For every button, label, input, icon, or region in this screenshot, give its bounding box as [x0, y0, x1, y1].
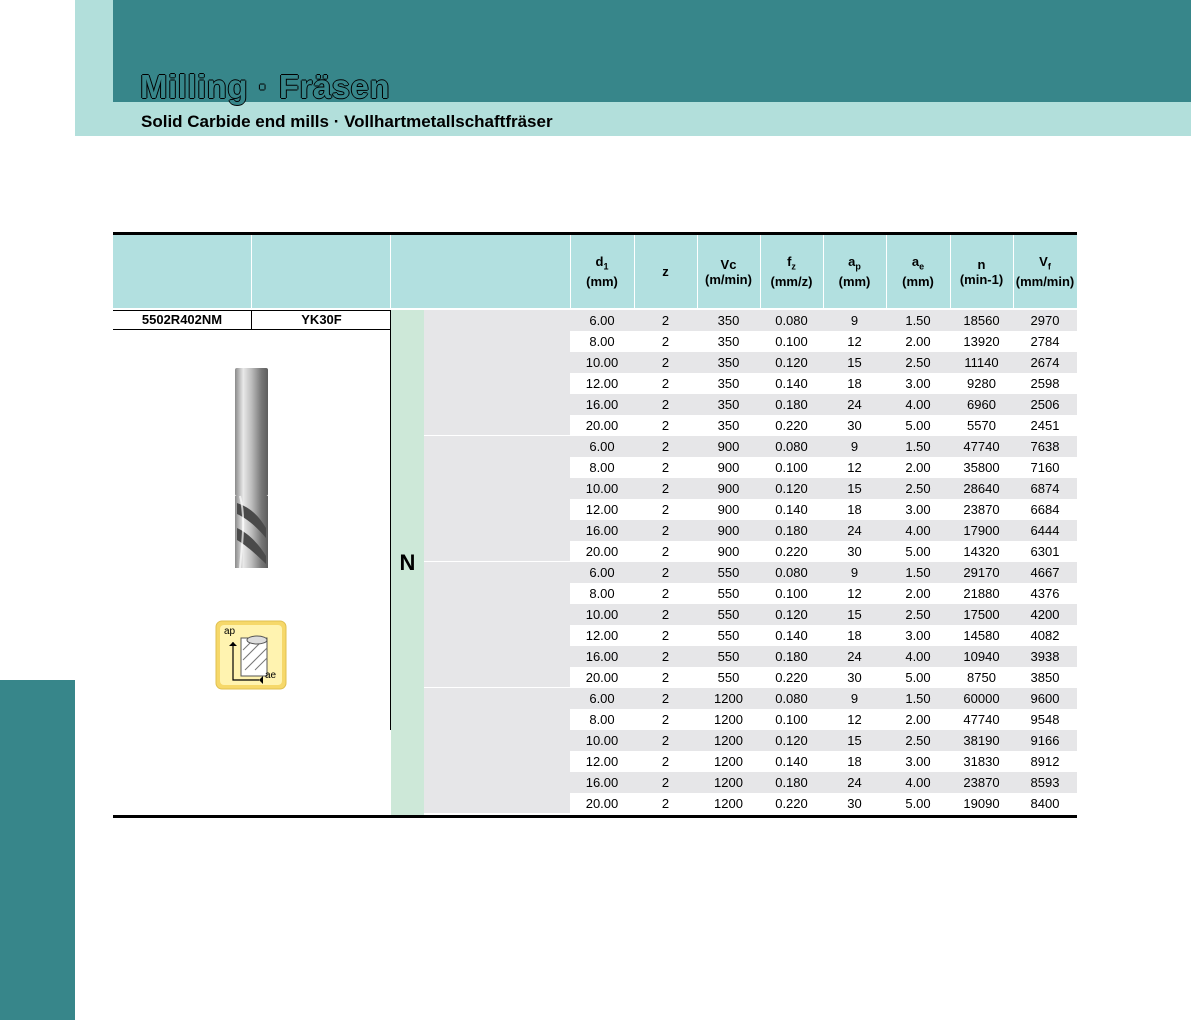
ap-label: ap	[224, 626, 236, 637]
table-row	[570, 436, 1077, 457]
table-row	[570, 352, 1077, 373]
column-header-main: z	[662, 264, 669, 279]
table-cell: 6.00	[589, 313, 615, 328]
column-header-main: a	[848, 253, 856, 269]
table-cell: 0.120	[775, 355, 808, 370]
table-cell: 0.120	[775, 733, 808, 748]
column-header-unit: (mm)	[838, 274, 871, 290]
column-header-sub: z	[791, 261, 796, 272]
material-group-letter: N	[399, 549, 416, 575]
table-cell: 2	[661, 607, 670, 622]
table-cell: 0.080	[775, 565, 808, 580]
table-cell: 0.120	[775, 481, 808, 496]
table-cell: 20.00	[585, 670, 619, 685]
table-cell: 350	[717, 397, 740, 412]
header-divider	[390, 235, 391, 308]
table-cell: 9280	[967, 376, 996, 391]
header-divider	[697, 235, 698, 308]
table-cell: 8.00	[589, 712, 615, 727]
table-cell: 900	[717, 481, 740, 496]
table-row	[570, 310, 1077, 331]
table-cell: 16.00	[585, 523, 619, 538]
table-cell: 23870	[963, 775, 1000, 790]
ae-label: ae	[265, 670, 277, 681]
column-header-unit: (mm/min)	[1015, 274, 1075, 290]
table-cell: 5.00	[905, 544, 931, 559]
table-cell: 15	[847, 733, 862, 748]
table-cell: 24	[847, 775, 862, 790]
column-header	[1013, 235, 1077, 308]
column-header-unit: (mm/z)	[770, 274, 813, 290]
table-cell: 2	[661, 565, 670, 580]
table-cell: 8593	[1030, 775, 1060, 790]
table-cell: 3938	[1030, 649, 1060, 664]
table-cell: 60000	[963, 691, 1000, 706]
column-header	[886, 235, 950, 308]
table-cell: 10.00	[585, 607, 619, 622]
table-cell: 30	[847, 544, 862, 559]
column-header-symbol	[848, 254, 861, 275]
table-row	[570, 625, 1077, 646]
header-divider	[760, 235, 761, 308]
table-cell: 24	[847, 649, 862, 664]
table-cell: 12	[847, 586, 862, 601]
table-cell: 15	[847, 355, 862, 370]
table-cell: 2	[661, 754, 670, 769]
table-cell: 0.080	[775, 439, 808, 454]
table-row	[570, 646, 1077, 667]
column-header-main: Vc	[720, 256, 737, 272]
table-cell: 4.00	[905, 523, 931, 538]
table-cell: 2506	[1030, 397, 1060, 412]
table-cell: 10.00	[585, 481, 619, 496]
table-cell: 6684	[1030, 502, 1060, 517]
table-cell: 14580	[963, 628, 1000, 643]
table-cell: 20.00	[585, 544, 619, 559]
table-cell: 0.140	[775, 376, 808, 391]
table-cell: 21880	[963, 586, 1000, 601]
grade-label: YK30F	[251, 310, 391, 330]
table-cell: 2	[661, 733, 670, 748]
table-cell: 0.100	[775, 460, 808, 475]
table-cell: 4082	[1030, 628, 1060, 643]
table-cell: 2.50	[905, 607, 931, 622]
table-cell: 4376	[1030, 586, 1060, 601]
table-cell: 12	[847, 712, 862, 727]
table-cell: 2	[661, 523, 670, 538]
table-cell: 2674	[1030, 355, 1060, 370]
table-row	[570, 583, 1077, 604]
table-cell: 0.220	[775, 796, 808, 811]
column-header-sub: e	[919, 261, 925, 272]
table-row	[570, 709, 1077, 730]
table-cell: 0.220	[775, 670, 808, 685]
column-header-sub: 1	[603, 261, 609, 272]
table-cell: 0.100	[775, 334, 808, 349]
column-header	[570, 235, 634, 308]
table-cell: 6.00	[589, 439, 615, 454]
table-cell: 14320	[963, 544, 1000, 559]
table-cell: 900	[717, 460, 740, 475]
table-cell: 2	[661, 481, 670, 496]
table-cell: 6444	[1030, 523, 1060, 538]
column-header-main: n	[977, 256, 986, 272]
table-cell: 13920	[963, 334, 1000, 349]
table-row	[570, 373, 1077, 394]
table-cell: 28640	[963, 481, 1000, 496]
table-cell: 2.50	[905, 355, 931, 370]
table-cell: 18	[847, 376, 862, 391]
table-row	[570, 394, 1077, 415]
end-mill-image	[232, 368, 272, 573]
table-cell: 3.00	[905, 628, 931, 643]
table-cell: 0.140	[775, 502, 808, 517]
table-cell: 20.00	[585, 796, 619, 811]
table-cell: 900	[717, 544, 740, 559]
table-row	[570, 604, 1077, 625]
table-cell: 8.00	[589, 586, 615, 601]
table-cell: 2	[661, 544, 670, 559]
table-cell: 12.00	[585, 502, 619, 517]
table-cell: 3.00	[905, 376, 931, 391]
page-title	[140, 68, 390, 106]
table-cell: 18560	[963, 313, 1000, 328]
table-cell: 12	[847, 460, 862, 475]
table-cell: 550	[717, 628, 740, 643]
header-divider	[570, 235, 571, 308]
table-row	[570, 331, 1077, 352]
header-divider	[886, 235, 887, 308]
header-divider	[251, 235, 252, 308]
table-cell: 9600	[1030, 691, 1060, 706]
table-cell: 2	[661, 439, 670, 454]
table-bottom-rule	[113, 815, 1077, 818]
table-cell: 15	[847, 607, 862, 622]
condition-group-cell	[424, 562, 570, 688]
table-cell: 0.140	[775, 754, 808, 769]
table-row	[570, 541, 1077, 562]
table-cell: 7160	[1030, 460, 1060, 475]
table-cell: 17500	[963, 607, 1000, 622]
table-cell: 8.00	[589, 460, 615, 475]
table-cell: 1.50	[905, 565, 931, 580]
table-cell: 18	[847, 502, 862, 517]
table-cell: 2598	[1030, 376, 1060, 391]
table-cell: 1.50	[905, 691, 931, 706]
table-row	[570, 562, 1077, 583]
header-divider	[823, 235, 824, 308]
table-cell: 18	[847, 628, 862, 643]
table-cell: 2451	[1030, 418, 1060, 433]
table-cell: 30	[847, 670, 862, 685]
table-cell: 0.220	[775, 418, 808, 433]
column-header-unit: (mm)	[586, 274, 618, 290]
table-cell: 0.180	[775, 397, 808, 412]
table-cell: 900	[717, 523, 740, 538]
product-code: 5502R402NM	[113, 310, 251, 330]
table-cell: 4667	[1030, 565, 1060, 580]
left-side-tab	[0, 680, 75, 1020]
table-cell: 24	[847, 523, 862, 538]
table-row	[570, 751, 1077, 772]
table-cell: 550	[717, 670, 740, 685]
column-header-symbol	[721, 257, 737, 272]
header-divider	[1013, 235, 1014, 308]
table-cell: 1200	[714, 733, 743, 748]
column-header-main: a	[911, 253, 920, 269]
table-cell: 350	[717, 313, 740, 328]
table-cell: 30	[847, 418, 862, 433]
table-cell: 2	[661, 670, 670, 685]
title-part1: Milling	[140, 68, 248, 105]
column-header-sub: f	[1047, 261, 1051, 272]
side-milling-diagram-icon	[215, 620, 287, 690]
table-cell: 2	[661, 796, 670, 811]
title-separator: ·	[247, 68, 279, 105]
table-cell: 1.50	[905, 439, 931, 454]
table-cell: 38190	[963, 733, 1000, 748]
table-cell: 6960	[967, 397, 996, 412]
column-header	[823, 235, 886, 308]
table-cell: 2	[661, 397, 670, 412]
column-header-main: d	[595, 253, 604, 269]
table-cell: 2	[661, 691, 670, 706]
header-accent-strip	[75, 0, 113, 102]
table-cell: 9548	[1030, 712, 1060, 727]
table-cell: 10.00	[585, 733, 619, 748]
table-row	[570, 499, 1077, 520]
column-header-symbol	[596, 254, 609, 275]
column-header-main: f	[787, 253, 792, 269]
table-cell: 2	[661, 502, 670, 517]
table-row	[570, 457, 1077, 478]
table-cell: 9166	[1030, 733, 1060, 748]
table-cell: 6.00	[589, 691, 615, 706]
table-cell: 550	[717, 649, 740, 664]
table-cell: 9	[850, 313, 859, 328]
table-cell: 8750	[967, 670, 996, 685]
column-header	[950, 235, 1013, 308]
title-part2: Fräsen	[278, 68, 391, 105]
header-divider	[634, 235, 635, 308]
table-cell: 0.140	[775, 628, 808, 643]
table-cell: 0.080	[775, 691, 808, 706]
table-cell: 16.00	[585, 397, 619, 412]
table-cell: 4.00	[905, 775, 931, 790]
table-cell: 11140	[964, 355, 999, 370]
table-cell: 2.00	[905, 712, 931, 727]
table-cell: 1200	[714, 775, 743, 790]
table-cell: 29170	[963, 565, 1000, 580]
column-header-unit: (mm)	[902, 274, 934, 290]
table-cell: 2	[661, 355, 670, 370]
table-cell: 6874	[1030, 481, 1060, 496]
table-cell: 12.00	[585, 754, 619, 769]
column-header	[634, 235, 697, 308]
column-header-unit: (m/min)	[705, 271, 752, 287]
table-cell: 2.00	[905, 460, 931, 475]
table-cell: 5.00	[905, 796, 931, 811]
table-cell: 2	[661, 334, 670, 349]
table-cell: 2	[661, 712, 670, 727]
table-row	[570, 688, 1077, 709]
table-cell: 8.00	[589, 334, 615, 349]
table-cell: 2.50	[905, 733, 931, 748]
column-header	[760, 235, 823, 308]
table-cell: 16.00	[585, 775, 619, 790]
table-cell: 24	[847, 397, 862, 412]
table-cell: 19090	[963, 796, 1000, 811]
table-cell: 0.120	[775, 607, 808, 622]
table-cell: 1200	[714, 712, 743, 727]
table-cell: 12	[847, 334, 862, 349]
table-row	[570, 793, 1077, 814]
column-header-symbol	[787, 254, 796, 275]
table-cell: 12.00	[585, 376, 619, 391]
table-cell: 0.100	[775, 586, 808, 601]
table-cell: 2	[661, 586, 670, 601]
table-cell: 20.00	[585, 418, 619, 433]
left-margin	[0, 0, 75, 680]
table-cell: 5.00	[905, 418, 931, 433]
table-row	[570, 667, 1077, 688]
table-cell: 2.00	[905, 334, 931, 349]
table-cell: 2	[661, 418, 670, 433]
table-cell: 350	[717, 355, 740, 370]
condition-group-cell	[424, 436, 570, 562]
table-cell: 6.00	[589, 565, 615, 580]
table-cell: 4200	[1030, 607, 1060, 622]
table-cell: 9	[850, 565, 859, 580]
table-cell: 9	[850, 439, 859, 454]
table-cell: 47740	[963, 712, 1000, 727]
table-cell: 4.00	[905, 649, 931, 664]
material-group-column	[391, 310, 424, 815]
table-cell: 3850	[1030, 670, 1060, 685]
table-cell: 9	[850, 691, 859, 706]
table-cell: 900	[717, 502, 740, 517]
table-cell: 8400	[1030, 796, 1060, 811]
table-cell: 350	[717, 376, 740, 391]
table-cell: 10940	[963, 649, 1000, 664]
table-row	[570, 772, 1077, 793]
column-header-symbol	[1039, 254, 1051, 275]
table-row	[570, 478, 1077, 499]
table-cell: 550	[717, 607, 740, 622]
table-cell: 350	[717, 418, 740, 433]
table-cell: 5.00	[905, 670, 931, 685]
table-cell: 1200	[714, 796, 743, 811]
table-cell: 15	[847, 481, 862, 496]
condition-group-cell	[424, 310, 570, 436]
table-cell: 8912	[1030, 754, 1060, 769]
table-cell: 23870	[963, 502, 1000, 517]
column-header-sub: p	[855, 261, 861, 272]
column-header-unit: (min-1)	[959, 271, 1004, 287]
table-cell: 2	[661, 376, 670, 391]
column-header-symbol	[978, 257, 986, 272]
table-cell: 0.100	[775, 712, 808, 727]
table-cell: 0.180	[775, 649, 808, 664]
table-cell: 16.00	[585, 649, 619, 664]
table-cell: 5570	[967, 418, 996, 433]
header-divider	[950, 235, 951, 308]
table-cell: 0.180	[775, 523, 808, 538]
table-cell: 2	[661, 628, 670, 643]
table-cell: 35800	[963, 460, 1000, 475]
table-cell: 18	[847, 754, 862, 769]
table-cell: 47740	[963, 439, 1000, 454]
table-cell: 350	[717, 334, 740, 349]
table-cell: 0.220	[775, 544, 808, 559]
table-cell: 6301	[1030, 544, 1060, 559]
table-cell: 3.00	[905, 754, 931, 769]
table-cell: 550	[717, 586, 740, 601]
table-cell: 31830	[963, 754, 1000, 769]
table-row	[570, 415, 1077, 436]
table-cell: 2970	[1030, 313, 1060, 328]
table-cell: 7638	[1030, 439, 1060, 454]
table-cell: 900	[717, 439, 740, 454]
table-cell: 17900	[963, 523, 1000, 538]
column-header	[697, 235, 760, 308]
table-cell: 3.00	[905, 502, 931, 517]
table-cell: 1.50	[905, 313, 931, 328]
table-cell: 2	[661, 775, 670, 790]
table-cell: 10.00	[585, 355, 619, 370]
table-cell: 550	[717, 565, 740, 580]
table-cell: 4.00	[905, 397, 931, 412]
condition-group-cell	[424, 688, 570, 814]
column-header-symbol	[912, 254, 924, 275]
table-cell: 2	[661, 460, 670, 475]
table-cell: 2	[661, 649, 670, 664]
column-header-main: V	[1039, 253, 1048, 269]
table-cell: 1200	[714, 691, 743, 706]
table-row	[570, 730, 1077, 751]
page-subtitle: Solid Carbide end mills · Vollhartmetallschaftfräser	[141, 112, 553, 131]
table-cell: 2.00	[905, 586, 931, 601]
table-cell: 12.00	[585, 628, 619, 643]
table-cell: 2.50	[905, 481, 931, 496]
table-cell: 1200	[714, 754, 743, 769]
column-header-symbol	[662, 264, 669, 279]
table-cell: 30	[847, 796, 862, 811]
table-cell: 0.180	[775, 775, 808, 790]
table-cell: 2	[661, 313, 670, 328]
table-cell: 2784	[1030, 334, 1060, 349]
table-row	[570, 520, 1077, 541]
table-cell: 0.080	[775, 313, 808, 328]
